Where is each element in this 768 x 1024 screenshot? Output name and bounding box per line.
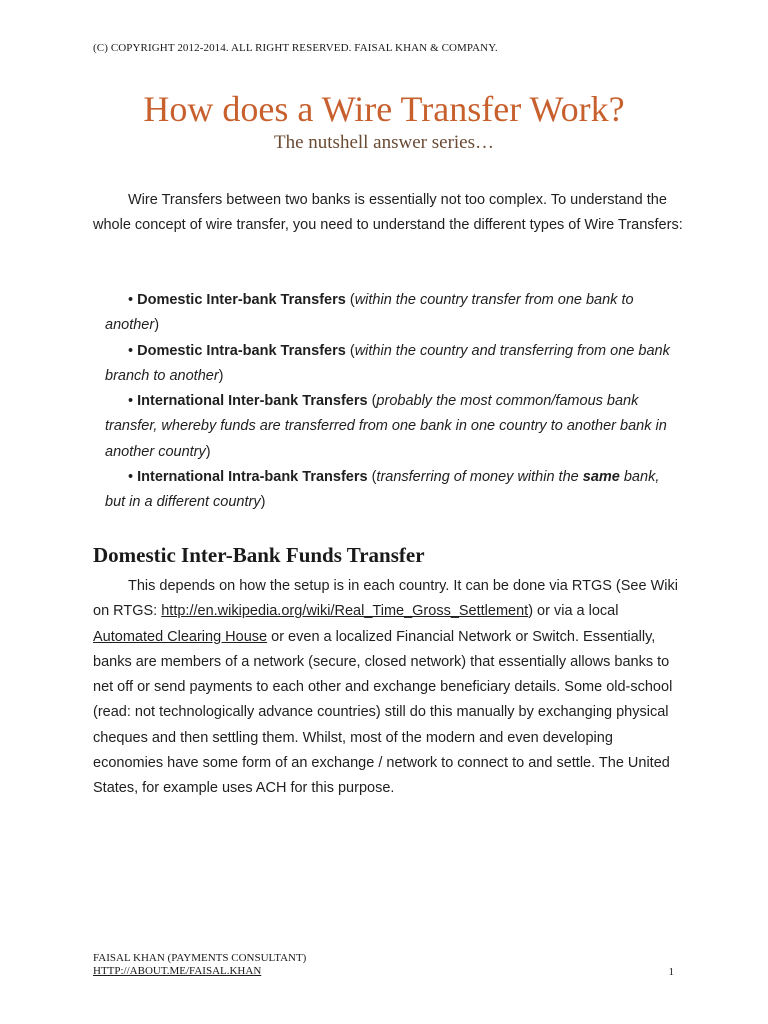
section-text: or even a localized Financial Network or Switch. Essentially, banks are members of a network (secure, closed network) that essentially allows banks to net off or send payments to each other and exchange beneficiary details. Some old-school (read: not technologically advance countries) still do this manually by exchanging physical cheques and then settling them. Whilst, most of the modern and even developing economies have some form of an exchange / network to connect to and settle. The United States, for example uses ACH for this purpose. xyxy=(93,628,673,797)
list-item-desc: probably the most common/famous bank transfer, whereby funds are transferred from one bank in one country to another bank in another country xyxy=(105,393,667,460)
section-paragraph xyxy=(93,574,683,802)
list-item: • Domestic Inter-bank Transfers (within the country transfer from one bank to another) xyxy=(105,292,634,334)
wiki-rtgs-link[interactable]: http://en.wikipedia.org/wiki/Real_Time_Gross_Settlement xyxy=(161,603,529,620)
section-heading: Domestic Inter-Bank Funds Transfer xyxy=(93,543,425,567)
list-item-label: Domestic Inter-bank Transfers xyxy=(137,292,346,308)
list-item: • International Inter-bank Transfers (probably the most common/famous bank transfer, whereby funds are transferred from one bank in one country to another bank in another country) xyxy=(105,393,667,460)
transfer-types-list xyxy=(105,288,683,516)
bullet-dot-icon: • xyxy=(128,292,134,308)
ach-link[interactable]: Automated Clearing House xyxy=(93,628,268,645)
list-item-label: International Inter-bank Transfers xyxy=(137,393,368,410)
footer-author: FAISAL KHAN (PAYMENTS CONSULTANT) xyxy=(93,952,307,964)
list-item-desc: within the country and transferring from one bank branch to another xyxy=(105,342,670,384)
list-item: • Domestic Intra-bank Transfers (within the country and transferring from one bank branch to another) xyxy=(105,342,670,384)
footer xyxy=(93,952,306,978)
list-item-desc: within the country transfer from one bank to another xyxy=(105,292,634,334)
bullet-dot-icon: • xyxy=(128,342,134,359)
section-text: This depends on how the setup is in each country. It can be done via RTGS (See Wiki on RTGS: xyxy=(93,578,678,620)
list-item-desc-part: bank, but in a different country xyxy=(105,469,660,511)
bullet-dot-icon: • xyxy=(128,393,134,410)
intro-paragraph: Wire Transfers between two banks is essentially not too complex. To understand the whole concept of wire transfer, you need to understand the different types of Wire Transfers: xyxy=(93,192,683,234)
page-title: How does a Wire Transfer Work? xyxy=(143,89,625,129)
page-subtitle: The nutshell answer series… xyxy=(273,132,495,153)
list-item-label: Domestic Intra-bank Transfers xyxy=(137,342,346,359)
header-copyright: (C) COPYRIGHT 2012-2014. ALL RIGHT RESERVED. FAISAL KHAN & COMPANY. xyxy=(93,42,498,54)
section-text: ) or via a local xyxy=(528,603,619,620)
list-item: • International Intra-bank Transfers (transferring of money within the same bank, but in a different country) xyxy=(105,469,660,511)
bullet-dot-icon: • xyxy=(128,469,134,486)
page-number: 1 xyxy=(668,966,674,978)
footer-link[interactable]: HTTP://ABOUT.ME/FAISAL.KHAN xyxy=(93,965,262,977)
emphasis-text: same xyxy=(582,469,620,486)
list-item-desc-part: transferring of money within the xyxy=(376,469,583,486)
list-item-label: International Intra-bank Transfers xyxy=(137,469,368,486)
